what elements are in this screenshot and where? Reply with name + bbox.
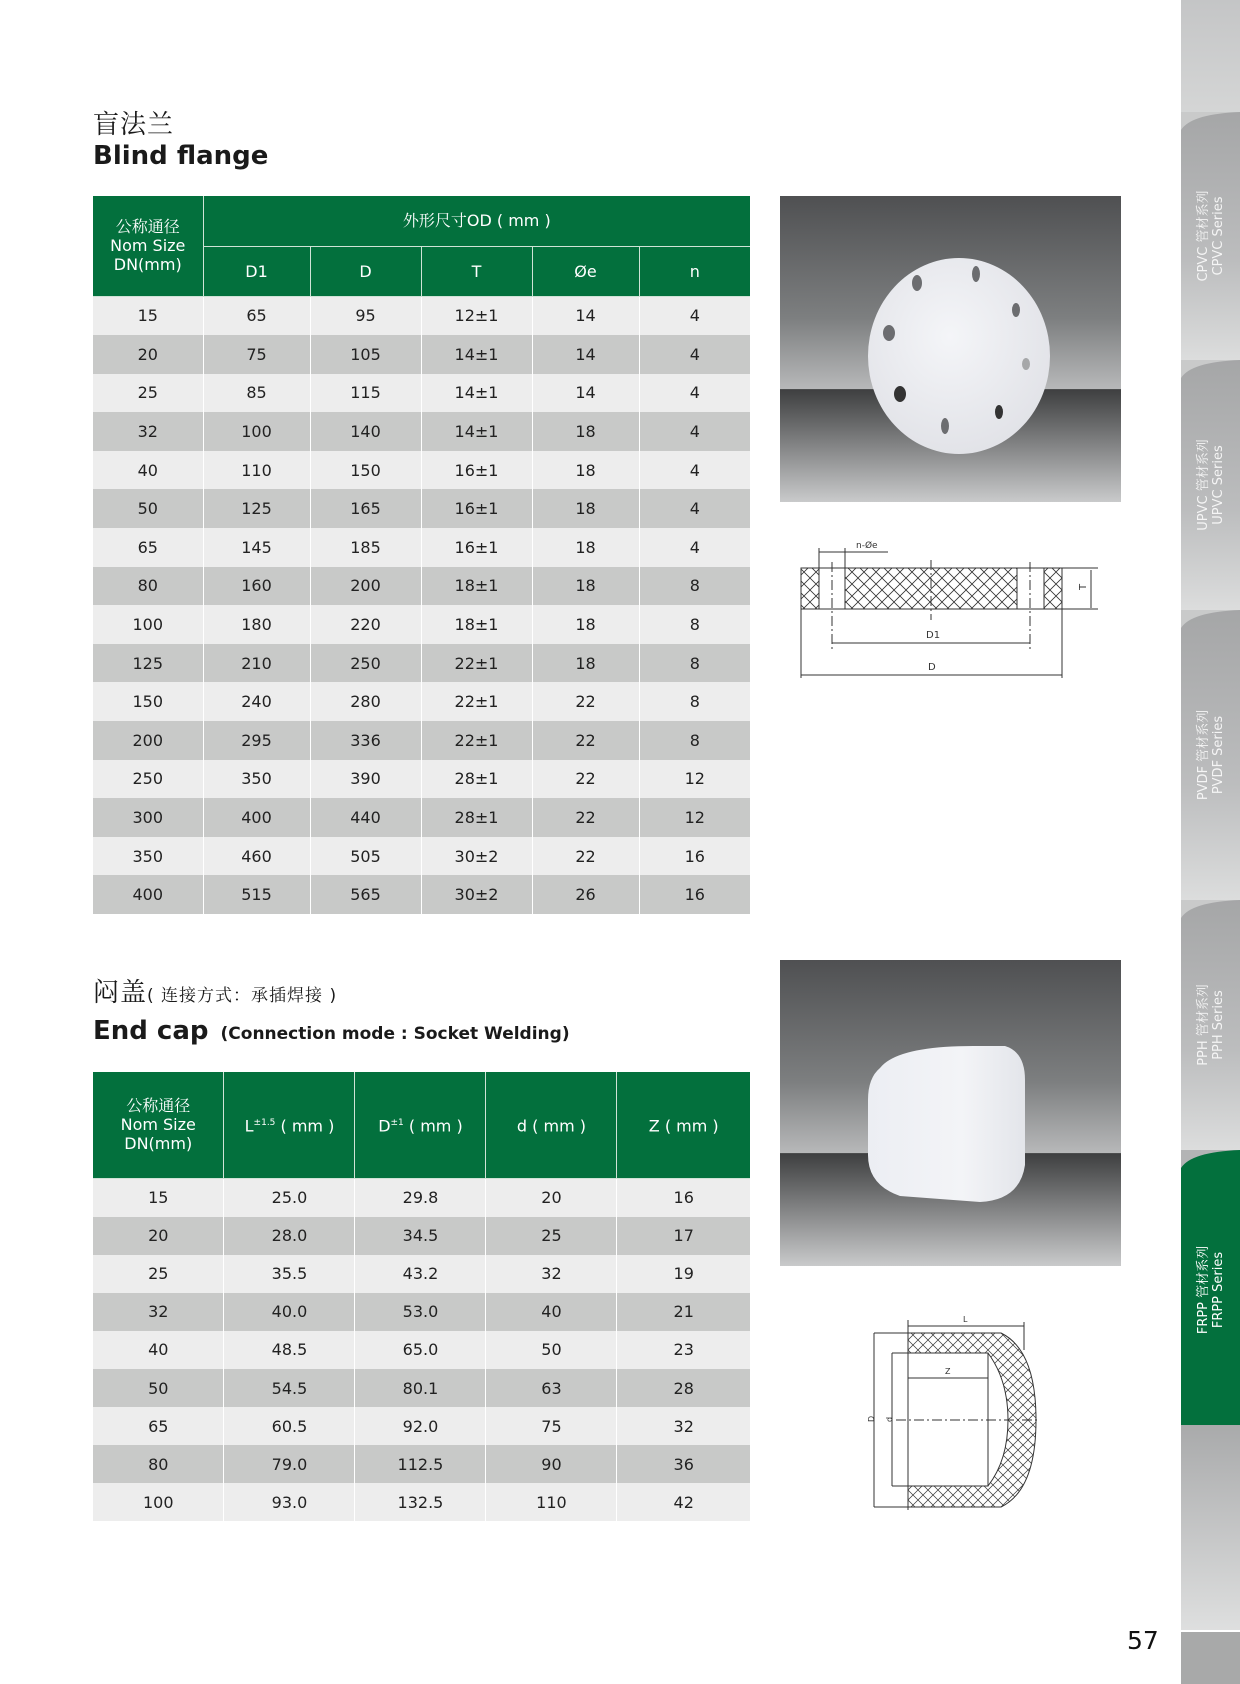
table-cell: 8 [639, 605, 750, 644]
blind-flange-title-en: Blind flange [93, 141, 269, 171]
table-cell: 25 [486, 1217, 617, 1255]
table-cell: 8 [639, 567, 750, 606]
table-cell: 12 [639, 798, 750, 837]
d-label: D [928, 662, 936, 673]
end-cap-subtitle-en: (Connection mode : Socket Welding) [220, 1024, 570, 1044]
column-unit: ( mm ) [275, 1116, 335, 1136]
table-cell: 50 [93, 1369, 224, 1407]
table-cell: 79.0 [224, 1445, 355, 1483]
table-cell: 28.0 [224, 1217, 355, 1255]
table-cell: 53.0 [355, 1293, 486, 1331]
column-symbol: L [244, 1116, 254, 1136]
table-cell: 165 [310, 489, 421, 528]
table-cell: 18 [532, 605, 639, 644]
table-row [93, 644, 750, 683]
page-number: 57 [1127, 1626, 1159, 1655]
table-row [93, 721, 750, 760]
table-cell: 8 [639, 644, 750, 683]
table-cell: 65.0 [355, 1331, 486, 1369]
table-cell: 300 [93, 798, 203, 837]
table-cell: 16 [639, 875, 750, 914]
table-cell: 85 [203, 374, 310, 413]
table-cell: 115 [310, 374, 421, 413]
nom-size-en: Nom Size [110, 236, 186, 256]
table-cell: 32 [93, 1293, 224, 1331]
t-label: T [1078, 583, 1089, 590]
column-header [224, 1072, 355, 1178]
table-cell: 295 [203, 721, 310, 760]
table-cell: 105 [310, 335, 421, 374]
tab-label-en: UPVC Series [1210, 445, 1226, 525]
table-cell: 63 [486, 1369, 617, 1407]
table-cell: 22 [532, 798, 639, 837]
table-cell: 16±1 [421, 528, 532, 567]
end-cap-title-cn: 闷盖 [93, 978, 148, 1008]
sidebar-tab-frpp[interactable] [1181, 1150, 1240, 1430]
table-cell: 250 [93, 760, 203, 799]
table-row [93, 1369, 750, 1407]
table-cell: 43.2 [355, 1255, 486, 1293]
table-cell: 18±1 [421, 605, 532, 644]
column-tolerance: ±1.5 [253, 1118, 276, 1129]
table-cell: 40.0 [224, 1293, 355, 1331]
table-row [93, 875, 750, 914]
table-row [93, 1407, 750, 1445]
table-cell: 110 [203, 451, 310, 490]
table-cell: 22 [532, 721, 639, 760]
table-cell: 100 [93, 605, 203, 644]
table-cell: 505 [310, 837, 421, 876]
table-cell: 80 [93, 1445, 224, 1483]
table-row [93, 798, 750, 837]
table-cell: 4 [639, 489, 750, 528]
table-cell: 440 [310, 798, 421, 837]
column-header: Øe [532, 246, 639, 296]
column-symbol: d [516, 1116, 528, 1136]
table-cell: 220 [310, 605, 421, 644]
table-cell: 93.0 [224, 1483, 355, 1521]
column-header [486, 1072, 617, 1178]
column-header: n [639, 246, 750, 296]
nom-size-cn: 公称通径 [126, 1096, 191, 1116]
tab-label-en: PVDF Series [1210, 715, 1226, 795]
table-row [93, 296, 750, 335]
table-cell: 350 [203, 760, 310, 799]
table-cell: 92.0 [355, 1407, 486, 1445]
table-cell: 185 [310, 528, 421, 567]
table-cell: 16 [617, 1178, 750, 1217]
table-row [93, 528, 750, 567]
table-cell: 14±1 [421, 335, 532, 374]
table-cell: 14±1 [421, 412, 532, 451]
table-row [93, 605, 750, 644]
table-row [93, 1293, 750, 1331]
table-cell: 280 [310, 682, 421, 721]
end-cap-technical-drawing [868, 1310, 1038, 1520]
table-row [93, 335, 750, 374]
table-cell: 90 [486, 1445, 617, 1483]
column-unit: ( mm ) [403, 1116, 463, 1136]
column-tolerance: ±1 [390, 1118, 404, 1129]
tab-label-cn: UPVC 管材系列 [1195, 439, 1211, 531]
table-cell: 16±1 [421, 451, 532, 490]
table-cell: 18 [532, 412, 639, 451]
sidebar-tab-upvc[interactable] [1181, 360, 1240, 610]
blind-flange-disc-image [780, 196, 1121, 502]
tab-label-en: FRPP Series [1210, 1251, 1226, 1329]
sidebar-tab-cpvc[interactable] [1181, 112, 1240, 360]
table-cell: 200 [310, 567, 421, 606]
table-cell: 4 [639, 412, 750, 451]
tab-label-cn: CPVC 管材系列 [1195, 190, 1211, 282]
column-unit: ( mm ) [527, 1116, 586, 1136]
table-row [93, 760, 750, 799]
table-cell: 23 [617, 1331, 750, 1369]
table-cell: 54.5 [224, 1369, 355, 1407]
table-cell: 390 [310, 760, 421, 799]
table-cell: 100 [203, 412, 310, 451]
column-header: T [421, 246, 532, 296]
table-cell: 145 [203, 528, 310, 567]
table-cell: 19 [617, 1255, 750, 1293]
column-unit: ( mm ) [659, 1116, 719, 1136]
column-header [355, 1072, 486, 1178]
tab-label-en: PPH Series [1210, 990, 1226, 1060]
nom-size-header [93, 196, 203, 296]
table-cell: 240 [203, 682, 310, 721]
tab-label-cn: PPH 管材系列 [1195, 984, 1211, 1066]
tab-label-cn: PVDF 管材系列 [1195, 709, 1211, 801]
table-cell: 210 [203, 644, 310, 683]
table-cell: 200 [93, 721, 203, 760]
sidebar-top-block [1181, 0, 1240, 115]
table-cell: 48.5 [224, 1331, 355, 1369]
table-cell: 15 [93, 296, 203, 335]
table-cell: 12±1 [421, 296, 532, 335]
table-cell: 22 [532, 837, 639, 876]
table-cell: 20 [93, 1217, 224, 1255]
table-cell: 29.8 [355, 1178, 486, 1217]
table-cell: 140 [310, 412, 421, 451]
table-row [93, 1483, 750, 1521]
table-cell: 125 [203, 489, 310, 528]
table-cell: 14 [532, 374, 639, 413]
table-cell: 16 [639, 837, 750, 876]
table-row [93, 1217, 750, 1255]
series-sidebar [1181, 0, 1240, 1684]
blind-flange-photo [780, 196, 1121, 502]
table-cell: 75 [203, 335, 310, 374]
blind-flange-technical-drawing [798, 530, 1108, 680]
l-label: L [963, 1315, 968, 1324]
table-cell: 110 [486, 1483, 617, 1521]
table-cell: 18±1 [421, 567, 532, 606]
blind-flange-table [93, 196, 750, 914]
table-row [93, 489, 750, 528]
table-row [93, 567, 750, 606]
table-cell: 35.5 [224, 1255, 355, 1293]
table-cell: 18 [532, 644, 639, 683]
nom-size-en: Nom Size [120, 1115, 196, 1135]
table-cell: 250 [310, 644, 421, 683]
z-label: Z [945, 1367, 951, 1376]
table-cell: 12 [639, 760, 750, 799]
nom-size-unit: DN(mm) [113, 255, 182, 275]
table-cell: 32 [486, 1255, 617, 1293]
table-cell: 515 [203, 875, 310, 914]
table-cell: 4 [639, 528, 750, 567]
table-cell: 95 [310, 296, 421, 335]
table-cell: 60.5 [224, 1407, 355, 1445]
table-cell: 20 [486, 1178, 617, 1217]
table-cell: 18 [532, 528, 639, 567]
table-cell: 40 [93, 1331, 224, 1369]
table-cell: 25 [93, 374, 203, 413]
table-cell: 34.5 [355, 1217, 486, 1255]
table-cell: 180 [203, 605, 310, 644]
table-cell: 22 [532, 682, 639, 721]
end-cap-table [93, 1072, 750, 1521]
table-cell: 80 [93, 567, 203, 606]
table-cell: 65 [203, 296, 310, 335]
table-cell: 350 [93, 837, 203, 876]
d-inner-label: d [885, 1416, 894, 1422]
table-cell: 75 [486, 1407, 617, 1445]
table-cell: 17 [617, 1217, 750, 1255]
table-cell: 26 [532, 875, 639, 914]
flange-cross-section [798, 530, 1108, 680]
table-cell: 21 [617, 1293, 750, 1331]
table-cell: 4 [639, 335, 750, 374]
table-cell: 42 [617, 1483, 750, 1521]
table-cell: 8 [639, 682, 750, 721]
table-cell: 65 [93, 528, 203, 567]
table-row [93, 1178, 750, 1217]
table-cell: 65 [93, 1407, 224, 1445]
table-cell: 22±1 [421, 682, 532, 721]
sidebar-tab-pph[interactable] [1181, 900, 1240, 1150]
table-cell: 8 [639, 721, 750, 760]
table-cell: 400 [203, 798, 310, 837]
table-cell: 30±2 [421, 837, 532, 876]
table-cell: 18 [532, 567, 639, 606]
table-cell: 28±1 [421, 760, 532, 799]
table-cell: 25 [93, 1255, 224, 1293]
table-cell: 16±1 [421, 489, 532, 528]
table-cell: 25.0 [224, 1178, 355, 1217]
end-cap-heading [93, 978, 570, 1050]
table-cell: 160 [203, 567, 310, 606]
table-cell: 565 [310, 875, 421, 914]
nom-size-header [93, 1072, 224, 1178]
table-cell: 100 [93, 1483, 224, 1521]
table-row [93, 682, 750, 721]
nom-size-cn: 公称通径 [115, 217, 180, 237]
table-row [93, 1445, 750, 1483]
sidebar-foot-block [1181, 1632, 1240, 1684]
table-cell: 336 [310, 721, 421, 760]
table-cell: 36 [617, 1445, 750, 1483]
table-cell: 28 [617, 1369, 750, 1407]
d1-label: D1 [926, 630, 941, 641]
table-cell: 460 [203, 837, 310, 876]
holes-label: n-Øe [856, 541, 878, 551]
column-header: D [310, 246, 421, 296]
table-cell: 18 [532, 489, 639, 528]
table-cell: 50 [93, 489, 203, 528]
table-cell: 40 [93, 451, 203, 490]
sidebar-tab-pvdf[interactable] [1181, 610, 1240, 900]
table-cell: 4 [639, 374, 750, 413]
table-row [93, 374, 750, 413]
table-cell: 22±1 [421, 721, 532, 760]
table-cell: 112.5 [355, 1445, 486, 1483]
column-header [617, 1072, 750, 1178]
table-cell: 4 [639, 451, 750, 490]
table-cell: 132.5 [355, 1483, 486, 1521]
table-cell: 32 [93, 412, 203, 451]
table-cell: 22±1 [421, 644, 532, 683]
table-cell: 22 [532, 760, 639, 799]
table-cell: 30±2 [421, 875, 532, 914]
tab-label-en: CPVC Series [1210, 196, 1226, 276]
table-cell: 400 [93, 875, 203, 914]
table-cell: 14 [532, 335, 639, 374]
table-cell: 80.1 [355, 1369, 486, 1407]
table-row [93, 451, 750, 490]
table-cell: 15 [93, 1178, 224, 1217]
table-cell: 14±1 [421, 374, 532, 413]
table-row [93, 837, 750, 876]
table-row [93, 412, 750, 451]
table-cell: 50 [486, 1331, 617, 1369]
tab-label-cn: FRPP 管材系列 [1195, 1245, 1211, 1335]
end-cap-title-en: End cap [93, 1016, 209, 1046]
table-cell: 4 [639, 296, 750, 335]
table-cell: 14 [532, 296, 639, 335]
table-cell: 20 [93, 335, 203, 374]
table-cell: 150 [310, 451, 421, 490]
table-cell: 28±1 [421, 798, 532, 837]
table-cell: 125 [93, 644, 203, 683]
end-cap-photo [780, 960, 1121, 1266]
table-row [93, 1331, 750, 1369]
table-row [93, 1255, 750, 1293]
column-symbol: Z [648, 1116, 660, 1136]
column-symbol: D [378, 1116, 391, 1136]
column-header: D1 [203, 246, 310, 296]
end-cap-subtitle-cn: ( 连接方式：承插焊接 ) [147, 986, 338, 1006]
table-cell: 40 [486, 1293, 617, 1331]
od-group-header: 外形尺寸OD ( mm ) [203, 196, 750, 246]
end-cap-cross-section [868, 1310, 1038, 1520]
nom-size-unit: DN(mm) [124, 1134, 193, 1154]
blind-flange-title-cn: 盲法兰 [93, 110, 175, 140]
blind-flange-heading [93, 110, 268, 172]
d-outer-label: D [867, 1415, 876, 1422]
end-cap-image [780, 960, 1121, 1266]
table-cell: 32 [617, 1407, 750, 1445]
table-cell: 18 [532, 451, 639, 490]
table-cell: 150 [93, 682, 203, 721]
sidebar-bottom-block [1181, 1425, 1240, 1630]
